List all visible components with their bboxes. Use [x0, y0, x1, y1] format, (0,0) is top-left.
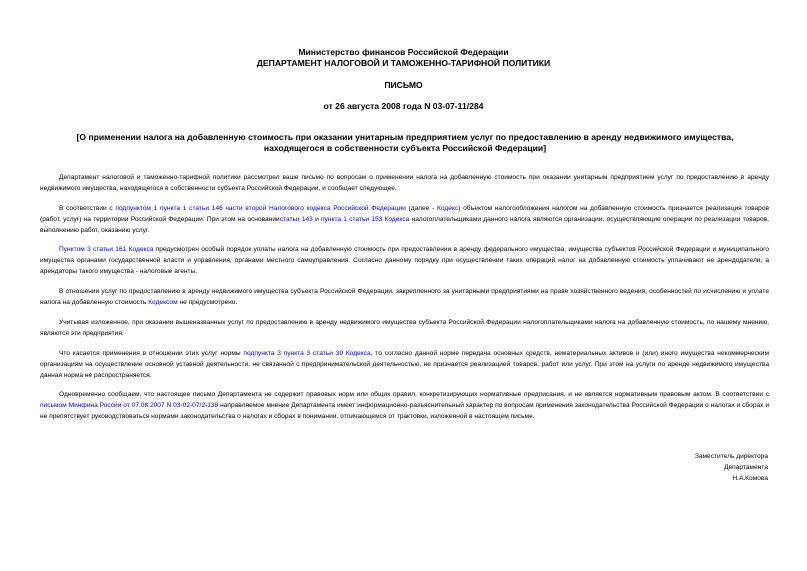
paragraph-text: Одновременно сообщаем, что настоящее письмо Департамента не содержит правовых норм или общих правил, конкретизирующих нормативные предписания, и не является нормативным правовым актом. В соответствии с	[59, 391, 769, 398]
link-article-153[interactable]: пункта 1 статьи 153 Кодекса	[320, 216, 410, 223]
signature-position: Заместитель директора	[694, 453, 768, 460]
paragraph-text: ) объектом налогообложения налогом на добавленную стоимость признается реализация товаров (работ, услуг) на территории Российской Федерации. При этом на основании	[40, 205, 770, 223]
link-article-161[interactable]: Пунктом 3 статьи 161 Кодекса	[59, 246, 154, 253]
link-code[interactable]: Кодекс	[437, 205, 459, 212]
paragraph-6	[40, 348, 769, 381]
paragraph-7	[40, 389, 769, 422]
paragraph-1: Департамент налоговой и таможенно-тарифной политики рассмотрел ваше письмо по вопросам о применении налога на добавленную стоимость при оказании унитарным предприятием услуг по предоставлению в аренду недвижимого имущества, находящегося в собственности субъекта Российской Федерации, и сообщает следующее.	[40, 174, 769, 192]
paragraph-text: не предусмотрено.	[177, 299, 238, 306]
paragraph-text: В отношении услуг по предоставлению в аренду недвижимого имущества субъекта Российской Федерации, закрепленного за унитарными предприятиями на праве хозяйственного ведения, особенностей по исчислению и уплате налога на добавленную стоимость	[40, 288, 769, 306]
paragraph-3	[40, 244, 769, 277]
link-article-146[interactable]: подпунктом 1 пункта 1 статьи 146 части второй Налогового кодекса Российской Федерации	[115, 205, 406, 212]
document-subject: [О применении налога на добавленную стоимость при оказании унитарным предприятием услуг по предоставлению в аренду недвижимого имущества, находящегося в собственности субъекта Российской Федерации]	[76, 132, 734, 153]
paragraph-4	[40, 286, 769, 308]
paragraph-text: направляемое мнение Департамента имеет информационно-разъяснительный характер по вопросам применения законодательства Российской Федерации о налогах и сборах и не препятствует руководствоваться нормами законодательства о налогах и сборах в понимании, отличающемся от трактовки, изложенной в настоящем письме.	[40, 402, 770, 420]
paragraph-text: , то согласно данной норме передача основных средств, нематериальных активов и (или) иного имущества некоммерческим организациям на осуществление основной уставной деятельности, не связанной с предпринимательской деятельностью, не признается реализацией товаров, работ или услуг. При этом на услуги по аренде недвижимого имущества данная норма не распространяется.	[40, 350, 770, 379]
paragraph-text: (далее -	[405, 205, 438, 212]
paragraph-text: и	[312, 216, 321, 223]
department-name: ДЕПАРТАМЕНТ НАЛОГОВОЙ И ТАМОЖЕННО-ТАРИФНОЙ ПОЛИТИКИ	[256, 58, 551, 68]
link-article-39[interactable]: подпункта 3 пункта 3 статьи 39 Кодекса	[243, 350, 371, 357]
paragraph-text: В соответствии с	[59, 205, 116, 212]
paragraph-text: налогоплательщиками данного налога являются организации, осуществляющие операции по реализации товаров, выполнению работ, оказанию услуг.	[40, 216, 769, 234]
document-date-number: от 26 августа 2008 года N 03-07-11/284	[323, 101, 484, 111]
link-article-143[interactable]: статьи 143	[279, 216, 313, 223]
paragraph-text: Что касается применения в отношении этих услуг нормы	[59, 350, 244, 357]
signature-unit: Департамента	[724, 464, 768, 471]
link-code[interactable]: Кодексом	[148, 299, 178, 306]
paragraph-text: предусмотрен особый порядок уплаты налога на добавленную стоимость при предоставлении в аренду федерального имущества, имущества субъектов Российской Федерации и муниципального имущества органами государственной власти и управления, органами местного самоуправления. Согласно данному порядку при осуществлении таких операций налог на добавленную стоимость уплачивают не арендодатели, а арендаторы такого имущества - налоговые агенты.	[40, 246, 770, 275]
signature-name: Н.А.Комова	[732, 475, 768, 482]
ministry-name: Министерство финансов Российской Федерации	[298, 47, 509, 57]
link-minfin-letter[interactable]: письмом Минфина России от 07.08.2007 N 03-02-07/2-138	[40, 402, 219, 409]
document-type: ПИСЬМО	[384, 80, 423, 90]
paragraph-2	[40, 203, 769, 236]
paragraph-5: Учитывая изложенное, при оказании вышеназванных услуг по предоставлению в аренду недвижимого имущества субъекта Российской Федерации налогоплательщиками налога на добавленную стоимость, по нашему мнению, являются эти предприятия.	[40, 319, 769, 337]
